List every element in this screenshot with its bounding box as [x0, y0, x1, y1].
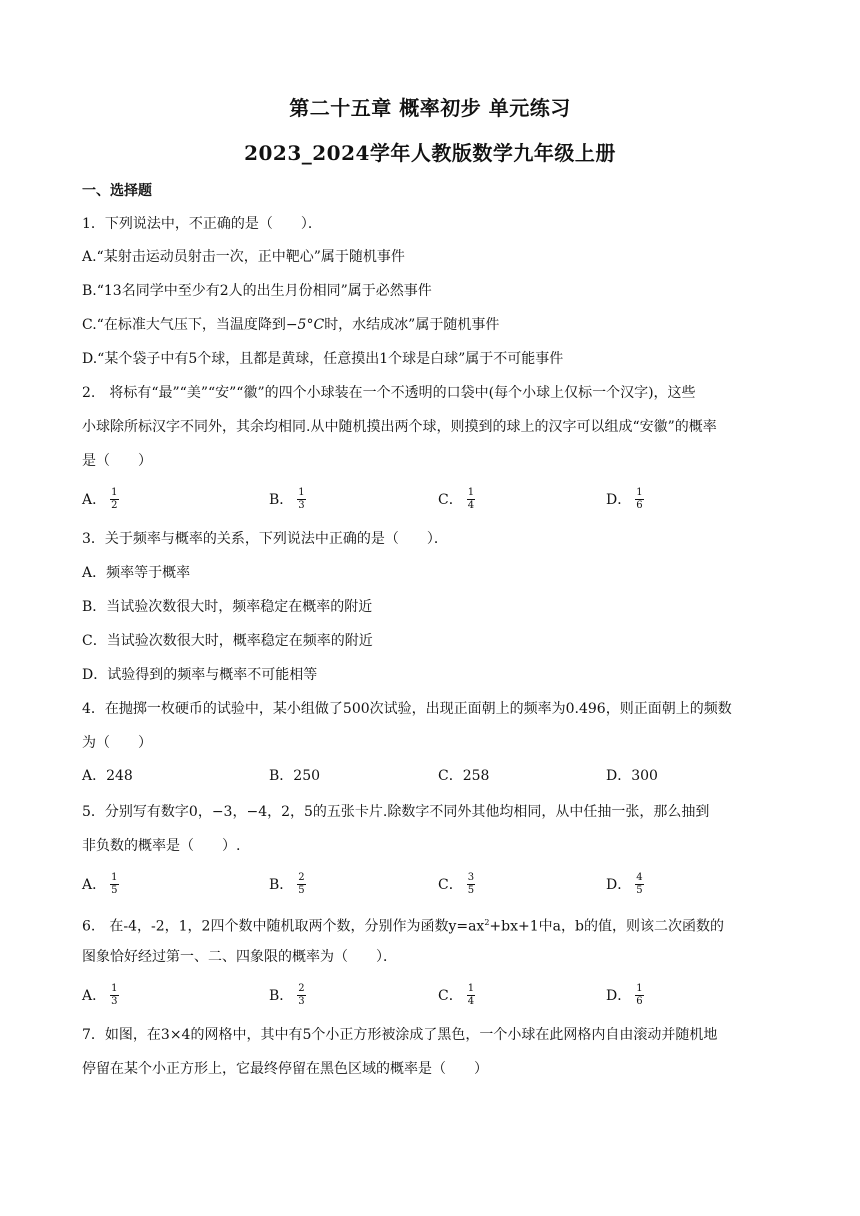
q4-option-b: B．250 — [269, 768, 321, 784]
q6-line2: 图象恰好经过第一、二、四象限的概率为（ ）． — [82, 949, 397, 965]
q4-option-a: A．248 — [82, 768, 133, 784]
q5-options — [82, 871, 782, 897]
q4-line2: 为（ ） — [82, 735, 152, 751]
q5-option-a: A． $\frac{1}{5}$ — [82, 871, 118, 896]
q5-line2: 非负数的概率是（ ）. — [82, 838, 241, 854]
q2-option-a: A． $\frac{1}{2}$ — [82, 486, 118, 511]
q3-option-a: A．频率等于概率 — [82, 565, 191, 581]
q6-option-c: C． $\frac{1}{4}$ — [438, 982, 475, 1007]
q6-option-b: B． $\frac{2}{3}$ — [269, 982, 305, 1007]
q4-options — [82, 762, 782, 788]
q4-option-d: D．300 — [606, 768, 658, 784]
q2-option-d: D． $\frac{1}{6}$ — [606, 486, 643, 511]
q5-line1-post: 的五张卡片.除数字不同外其他均相同，从中任抽一张，那么抽到 — [312, 804, 710, 820]
q1-option-c — [82, 315, 782, 335]
q7-line2: 停留在某个小正方形上，它最终停留在黑色区域的概率是（ ） — [82, 1061, 488, 1077]
q6-option-d: D． $\frac{1}{6}$ — [606, 982, 643, 1007]
q1-option-c-post: 时，水结成冰”属于随机事件 — [324, 317, 500, 333]
q1-option-a: A.“某射击运动员射击一次，正中靶心”属于随机事件 — [82, 249, 405, 265]
q6-line1-pre: 6. 在-4，-2，1，2四个数中随机取两个数，分别作为函数y=ax — [82, 918, 485, 935]
q3-stem: 3．关于频率与概率的关系，下列说法中正确的是（ ）． — [82, 531, 448, 547]
q7-line1-pre: 7．如图，在 — [82, 1027, 161, 1043]
section-title: 一、选择题 — [82, 183, 152, 199]
q4-line1: 4．在抛掷一枚硬币的试验中，某小组做了500次试验，出现正面朝上的频率为0.496，则正面朝上的频数 — [82, 701, 732, 717]
q1-stem: 1．下列说法中，不正确的是（ ）． — [82, 216, 322, 232]
q1-option-c-math: −5°C — [285, 317, 325, 333]
q2-line2: 小球除所标汉字不同外，其余均相同.从中随机摸出两个球，则摸到的球上的汉字可以组成“安徽”的概率 — [82, 419, 717, 435]
q6-line1-post: +bx+1中a，b的值，则该二次函数的 — [489, 918, 724, 935]
q2-option-c: C． $\frac{1}{4}$ — [438, 486, 475, 511]
q5-line1 — [82, 802, 782, 822]
page-subtitle: 2023_2024学年人教版数学九年级上册 — [244, 141, 616, 165]
q7-math: 3×4 — [160, 1027, 191, 1043]
q5-numbers: 0，−3，−4，2，5 — [188, 804, 313, 820]
q7-line1 — [82, 1025, 782, 1045]
q3-option-b: B．当试验次数很大时，频率稳定在概率的附近 — [82, 599, 373, 615]
q3-option-c: C．当试验次数很大时，概率稳定在频率的附近 — [82, 633, 373, 649]
q2-line1: 2. 将标有“最”“美”“安”“徽”的四个小球装在一个不透明的口袋中(每个小球上仅标一个汉字)，这些 — [82, 385, 696, 401]
q5-option-c: C． $\frac{3}{5}$ — [438, 871, 475, 896]
q3-option-d: D．试验得到的频率与概率不可能相等 — [82, 667, 318, 683]
q2-options — [82, 486, 782, 512]
q5-line1-pre: 5．分别写有数字 — [82, 804, 189, 820]
q1-option-c-pre: C.“在标准大气压下，当温度降到 — [82, 317, 286, 333]
q5-option-b: B． $\frac{2}{5}$ — [269, 871, 305, 896]
q6-exponent: 2 — [484, 918, 490, 927]
q6-line1 — [82, 913, 782, 937]
q6-option-a: A． $\frac{1}{3}$ — [82, 982, 118, 1007]
q5-option-d: D． $\frac{4}{5}$ — [606, 871, 643, 896]
q1-option-b: B.“13名同学中至少有2人的出生月份相同”属于必然事件 — [82, 283, 432, 299]
q6-options — [82, 982, 782, 1008]
page-title: 第二十五章 概率初步 单元练习 — [289, 96, 571, 120]
q7-line1-post: 的网格中，其中有5个小正方形被涂成了黑色，一个小球在此网格内自由滚动并随机地 — [190, 1027, 718, 1043]
q2-line3: 是（ ） — [82, 453, 152, 469]
q4-option-c: C．258 — [438, 768, 490, 784]
q1-option-d: D.“某个袋子中有5个球，且都是黄球，任意摸出1个球是白球”属于不可能事件 — [82, 351, 564, 367]
q2-option-b: B． $\frac{1}{3}$ — [269, 486, 305, 511]
